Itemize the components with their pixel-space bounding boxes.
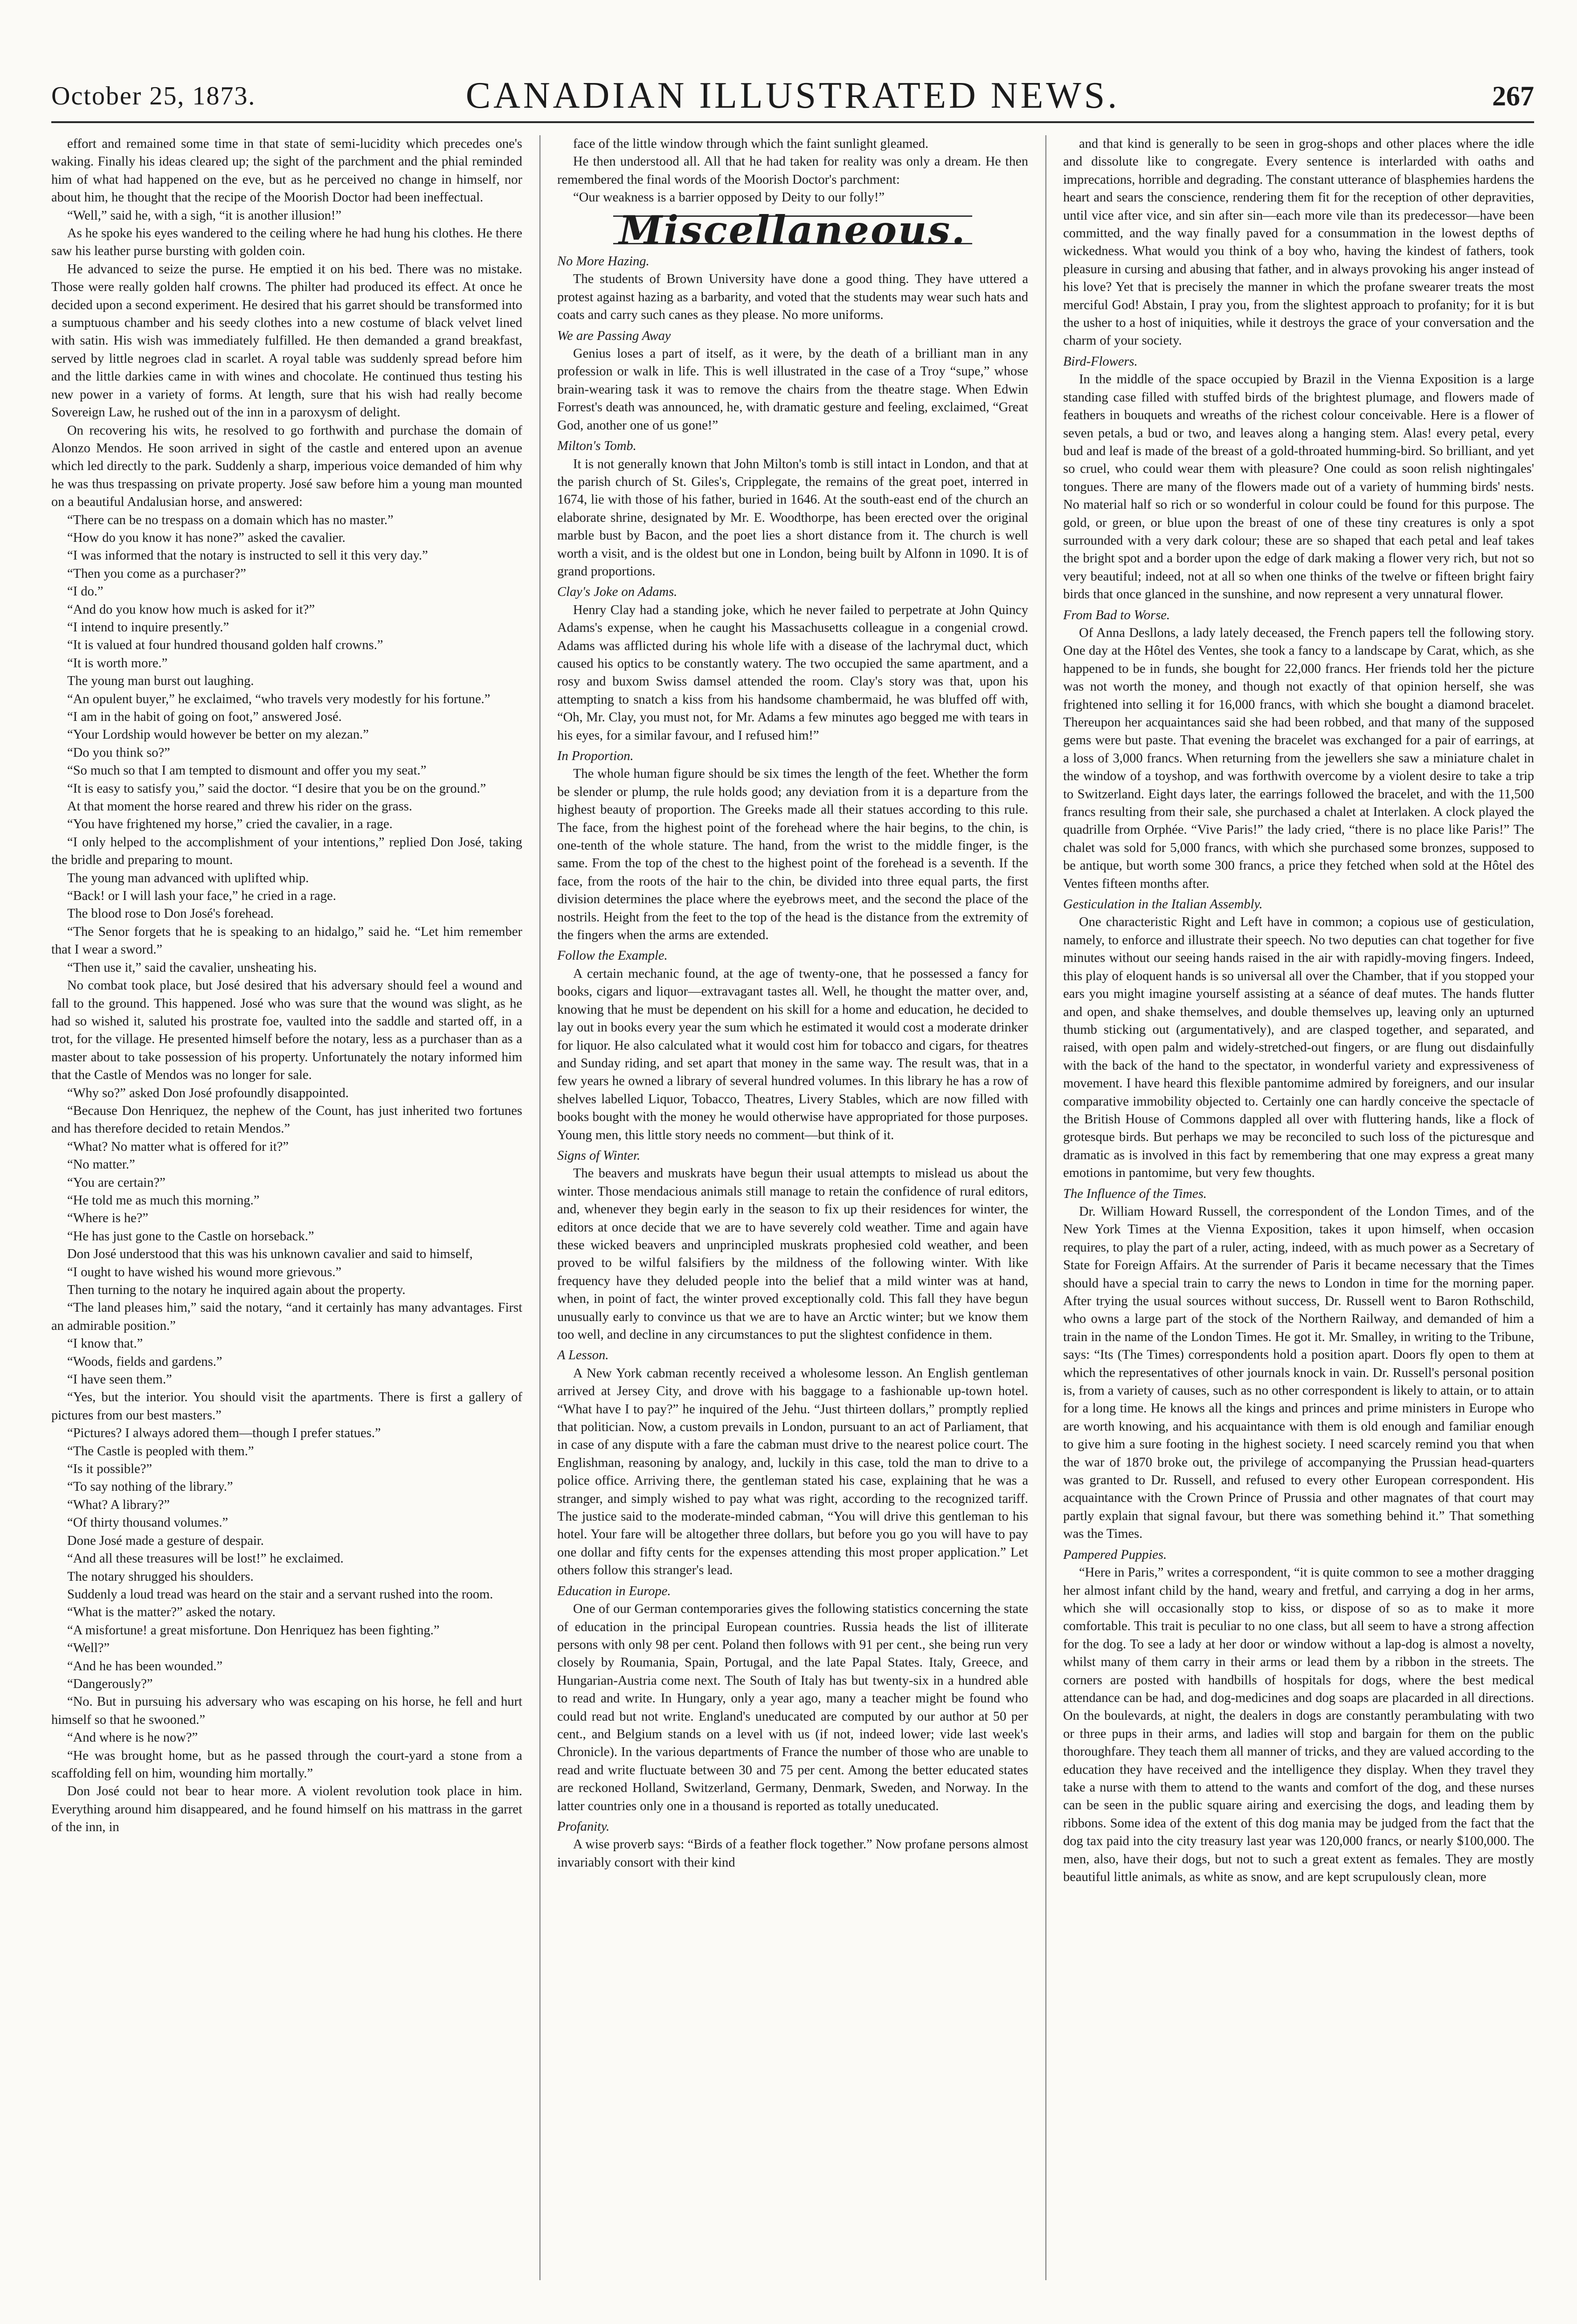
article-paragraph: Done José made a gesture of despair.: [67, 1533, 264, 1548]
article-paragraph: “There can be no trespass on a domain which has no master.”: [67, 512, 394, 527]
article-paragraph: “The land pleases him,” said the notary, “and it certainly has many advantages. First an admirable position.”: [51, 1300, 522, 1333]
article-paragraph: “What? No matter what is offered for it?”: [67, 1139, 289, 1154]
article-paragraph: The young man burst out laughing.: [67, 674, 254, 689]
issue-date: October 25, 1873.: [51, 82, 256, 111]
article-paragraph: Suddenly a loud tread was heard on the stair and a servant rushed into the room.: [67, 1587, 493, 1602]
article-paragraph: “I intend to inquire presently.”: [67, 620, 229, 635]
article-paragraph: face of the little window through which the faint sunlight gleamed.: [573, 137, 929, 151]
article-heading: The Influence of the Times.: [1063, 1186, 1207, 1201]
article-paragraph: “It is valued at four hundred thousand golden half crowns.”: [67, 638, 383, 653]
masthead: [51, 70, 1534, 123]
columns: [51, 135, 1534, 2280]
article-paragraph: “An opulent buyer,” he exclaimed, “who travels very modestly for his fortune.”: [67, 692, 491, 706]
article-paragraph: “And all these treasures will be lost!” he exclaimed.: [67, 1551, 344, 1566]
article-paragraph: “Pictures? I always adored them—though I prefer statues.”: [67, 1426, 381, 1441]
article-paragraph: “A misfortune! a great misfortune. Don Henriquez has been fighting.”: [67, 1623, 440, 1638]
article-paragraph: “I do.”: [67, 584, 104, 599]
page-number: 267: [1492, 81, 1534, 111]
article-heading: Bird-Flowers.: [1063, 354, 1138, 369]
article-heading: We are Passing Away: [557, 328, 671, 343]
article-heading: Milton's Tomb.: [557, 439, 636, 454]
article-paragraph: “What is the matter?” asked the notary.: [67, 1605, 276, 1620]
article-paragraph: “Where is he?”: [67, 1211, 149, 1226]
article-paragraph: “You are certain?”: [67, 1175, 166, 1190]
article-paragraph: “How do you know it has none?” asked the cavalier.: [67, 530, 346, 545]
article-paragraph: The blood rose to Don José's forehead.: [67, 906, 274, 921]
article-paragraph: “Then you come as a purchaser?”: [67, 566, 246, 581]
article-paragraph: The beavers and muskrats have begun their usual attempts to mislead us about the winter. Those mendacious animals still manage to retain the confidence of rural editors, and, whenever they begin early in the season to fix up their residences for winter, the editors at once decide that we are to have severely cold weather. Time and again have these wicked beavers and unprincipled muskrats prophesied cold weather, and been proved to be wilful falsifiers by the mildness of the following winter. With like frequency have they deluded people into the belief that a mild winter was at hand, when, in point of fact, the winter proved exceptionally cold. This fall they have begun unusually early to convince us that we are to have an Arctic winter; but we know them too well, and decline in any circumstances to put the slightest confidence in them.: [557, 1166, 1028, 1342]
article-paragraph: “Do you think so?”: [67, 745, 170, 760]
article-paragraph: “Dangerously?”: [67, 1676, 153, 1691]
article-paragraph: “Why so?” asked Don José profoundly disappointed.: [67, 1086, 349, 1100]
article-paragraph: Henry Clay had a standing joke, which he never failed to perpetrate at John Quincy Adams's expense, when he caught his Massachusetts colleague in a congenial crowd. Adams was afflicted during his whole life with a disease of the lachrymal duct, which caused his optics to be constantly watery. The two occupied the same apartment, and a rosy and buxom Swiss damsel attended the room. Clay's story was that, upon his attempting to snatch a kiss from his handsome chambermaid, he was bluffed off with, “Oh, Mr. Clay, you must not, for Mr. Adams a few minutes ago begged me with tears in his eyes, for a similar favour, and I refused him!”: [557, 602, 1028, 743]
article-paragraph: As he spoke his eyes wandered to the ceiling where he had hung his clothes. He there saw his leather purse bursting with golden coin.: [51, 226, 522, 259]
article-paragraph: effort and remained some time in that state of semi-lucidity which precedes one's waking. Finally his ideas cleared up; the sight of the parchment and the phial reminded him of what had happened on the eve, but as he perceived no change in himself, nor about him, he thought that the recipe of the Moorish Doctor had been ineffectual.: [51, 137, 522, 205]
article-paragraph: Dr. William Howard Russell, the correspondent of the London Times, and of the New York Times at the Vienna Exposition, takes it upon himself, when occasion requires, to play the part of a ruler, acting, indeed, with as much power as a Secretary of State for Foreign Affairs. At the surrender of Paris it became necessary that the Times should have a special train to carry the news to London in time for the morning paper. After trying the usual sources without success, Dr. Russell went to Baron Rothschild, who owns a large part of the stock of the Northern Railway, and demanded of him a train in the name of the London Times. He got it. Mr. Smalley, in writing to the Tribune, says: “Its (The Times) correspondents hold a position apart. Doors fly open to them at which the representatives of other journals knock in vain. Dr. Russell's personal position is, from a variety of causes, such as no other correspondent is likely to attain, or to attain for a long time. He knows all the kings and princes and prime ministers in Europe who are worth knowing, and his acquaintance with them is old enough and familiar enough to give him a sure footing in the highest society. I need scarcely remind you that when the war of 1870 broke out, the privilege of accompanying the Prussian head-quarters was granted to Dr. Russell, and refused to every other European correspondent. His acquaintance with the Crown Prince of Prussia and other magnates of that court may partly explain that signal favour, but there was something behind it.” That something was the Times.: [1063, 1204, 1534, 1542]
article-paragraph: “It is easy to satisfy you,” said the doctor. “I desire that you be on the ground.”: [67, 781, 486, 796]
article-paragraph: “The Senor forgets that he is speaking to an hidalgo,” said he. “Let him remember that I wear a sword.”: [51, 924, 522, 957]
article-paragraph: “You have frightened my horse,” cried the cavalier, in a rage.: [67, 817, 393, 832]
article-paragraph: “I ought to have wished his wound more grievous.”: [67, 1265, 342, 1280]
article-paragraph: “And he has been wounded.”: [67, 1659, 223, 1674]
article-paragraph: Then turning to the notary he inquired again about the property.: [67, 1283, 406, 1297]
article-paragraph: “No matter.”: [67, 1157, 135, 1172]
article-heading: In Proportion.: [557, 749, 634, 763]
article-paragraph: It is not generally known that John Milton's tomb is still intact in London, and that at the parish church of St. Giles's, Cripplegate, the remains of the great poet, interred in 1674, lie with those of his father, buried in 1646. At the south-east end of the church an elaborate shrine, designated by Mr. E. Woodthorpe, has been erected over the original marble bust by Bacon, and the poet lies a short distance from it. The church is well worth a visit, and is the oldest but one in London, being built by Alfonn in 1090. It is of grand proportions.: [557, 456, 1028, 579]
article-paragraph: “I know that.”: [67, 1336, 143, 1351]
article-heading: Clay's Joke on Adams.: [557, 585, 678, 600]
article-paragraph: “Because Don Henriquez, the nephew of the Count, has just inherited two fortunes and has therefore decided to retain Mendos.”: [51, 1103, 522, 1136]
article-paragraph: Don José understood that this was his unknown cavalier and said to himself,: [67, 1247, 473, 1262]
article-heading: No More Hazing.: [557, 254, 650, 269]
article-paragraph: “What? A library?”: [67, 1497, 170, 1512]
article-paragraph: “Is it possible?”: [67, 1462, 152, 1477]
newspaper-page: [51, 70, 1534, 2289]
article-paragraph: A wise proverb says: “Birds of a feather flock together.” Now profane persons almost invariably consort with their kind: [557, 1837, 1028, 1870]
article-paragraph: “It is worth more.”: [67, 656, 168, 671]
article-paragraph: In the middle of the space occupied by Brazil in the Vienna Exposition is a large standing case filled with stuffed birds of the brightest plumage, and flowers made of feathers in bouquets and wreaths of the richest colour conceivable. Here is a flower of seven petals, a bud or two, and leaves along a hanging stem. Alas! every petal, every bud and leaf is made of the breast of a gold-throated humming-bird. So brilliant, and yet so cruel, who could wear them with pleasure? One could as soon relish nightingales' tongues. There are many of the flowers made out of a variety of humming birds' nests. No material half so rich or so wonderful in colour could be found for this purpose. The gold, or green, or blue upon the breast of one of these tiny creatures is only a spot surrounded with a very dark colour; these are so shaped that each petal and leaf takes the bright spot and a border upon the edge of dark making a flower very rich, but not so very beautiful; indeed, not at all so when one thinks of the twelve or fifteen bright fairy birds that once glanced in the sunshine, and now represent a very unnatural flower.: [1063, 372, 1534, 602]
article-heading: Pampered Puppies.: [1063, 1547, 1167, 1562]
article-paragraph: On recovering his wits, he resolved to go forthwith and purchase the domain of Alonzo Mendos. He soon arrived in sight of the castle and entered upon an avenue which led directly to the park. Suddenly a sharp, imperious voice demanded of him why he was thus trespassing on private property. José saw before him a young man mounted on a beautiful Andalusian horse, and answered:: [51, 423, 522, 510]
article-paragraph: A New York cabman recently received a wholesome lesson. An English gentleman arrived at Jersey City, and drove with his baggage to a fashionable up-town hotel. “What have I to pay?” he inquired of the Jehu. “Just thirteen dollars,” promptly replied that politician. Now, a custom prevails in London, pursuant to an act of Parliament, that in case of any dispute with a fare the cabman must drive to the nearest police court. The Englishman, reasoning by analogy, and, luckily in this case, told the man to drive to a police office. Arriving there, the gentleman stated his case, explaining that he was a stranger, and simply wished to pay what was right, according to the recognized tariff. The justice said to the moderate-minded cabman, “You will drive this gentleman to his hotel. Your fare will be altogether three dollars, but before you go you will have to pay one dollar and fifty cents for the expenses attending this most proper application.” Let others follow this stranger's lead.: [557, 1366, 1028, 1578]
article-paragraph: No combat took place, but José desired that his adversary should feel a wound and fall to the ground. This happened. José who was sure that the wound was slight, as he had so wished it, saluted his prostrate foe, vaulted into the saddle and started off, in a trot, for the village. He presented himself before the notary, less as a purchaser than as a master about to take possession of his property. Unfortunately the notary informed him that the Castle of Mendos was no longer for sale.: [51, 978, 522, 1083]
article-paragraph: “I have seen them.”: [67, 1372, 172, 1387]
article-heading: Follow the Example.: [557, 948, 668, 963]
article-paragraph: “He told me as much this morning.”: [67, 1193, 260, 1208]
article-paragraph: At that moment the horse reared and threw his rider on the grass.: [67, 799, 412, 814]
article-heading: Gesticulation in the Italian Assembly.: [1063, 897, 1263, 912]
article-paragraph: “He was brought home, but as he passed through the court-yard a stone from a scaffolding fell on him, wounding him mortally.”: [51, 1748, 522, 1781]
article-paragraph: The young man advanced with uplifted whip.: [67, 871, 309, 885]
article-paragraph: “I am in the habit of going on foot,” answered José.: [67, 710, 342, 724]
article-paragraph: “Yes, but the interior. You should visit the apartments. There is first a gallery of pictures from our best masters.”: [51, 1390, 522, 1423]
article-paragraph: “To say nothing of the library.”: [67, 1480, 233, 1494]
column-2: [557, 135, 1028, 2280]
article-paragraph: “So much so that I am tempted to dismount and offer you my seat.”: [67, 763, 427, 778]
article-paragraph: A certain mechanic found, at the age of twenty-one, that he possessed a fancy for books, cigars and liquor—extravagant tastes all. Well, he thought the matter over, and, knowing that he must be dependent on his skill for a home and education, he decided to lay out in books every year the sum which he estimated it would cost a moderate drinker for liquor. He also calculated what it would cost him for tobacco and cigars, for theatres and Sunday riding, and set apart that money in the same way. The result was, that in a few years he owned a library of several hundred volumes. In this library he has a row of shelves labelled Liquor, Tobacco, Theatres, Livery Stables, which are now filled with books bought with the money he would otherwise have appropriated for those purposes. Young men, this little story needs no comment—but think of it.: [557, 966, 1028, 1142]
article-paragraph: “I only helped to the accomplishment of your intentions,” replied Don José, taking the bridle and preparing to mount.: [51, 835, 522, 868]
article-paragraph: “Well,” said he, with a sigh, “it is another illusion!”: [67, 208, 342, 223]
article-paragraph: “And do you know how much is asked for it?”: [67, 602, 315, 617]
article-paragraph: “Back! or I will lash your face,” he cried in a rage.: [67, 889, 336, 904]
article-paragraph: Of Anna Desllons, a lady lately deceased, the French papers tell the following story. One day at the Hôtel des Ventes, she took a fancy to a landscape by Carat, which, as she happened to be in funds, she bought for 22,000 francs. Her friends told her the picture was not worth the money, and though not exactly of that opinion herself, she was frightened into selling it for 16,000 francs, with which she bought a diamond bracelet. Thereupon her acquaintances said she had been robbed, and that many of the supposed gems were but paste. That evening the bracelet was exchanged for a pair of earrings, at a loss of 3,000 francs. When returning from the jewellers she saw a miniature chalet in the window of a toyshop, and was forthwith overcome by a violent desire to take a trip to Switzerland. Eight days later, the earrings followed the bracelet, and with the 11,500 francs resulting from their sale, she purchased a chalet at Interlaken. A clock played the quadrille from Orphée. “Vive Paris!” the lady cried, “there is no place like Paris!” The chalet was sold for 5,000 francs, with which she purchased some bronzes, supposed to be antique, but worth some 300 francs, a price they fetched when sold at the Hôtel des Ventes fifteen months after.: [1063, 625, 1534, 891]
article-paragraph: “I was informed that the notary is instructed to sell it this very day.”: [67, 548, 428, 563]
article-paragraph: and that kind is generally to be seen in grog-shops and other places where the idle and dissolute like to congregate. Every sentence is interlarded with oaths and imprecations, horrible and degrading. The constant utterance of blasphemies hardens the heart and sears the conscience, rendering them fit for the reception of other depravities, until vice after vice, and sin after sin—each more vile than its predecessor—have been committed, and the way finally paved for a consummation in the lowest depths of wickedness. What would you think of a boy who, having the kindest of fathers, took pleasure in cursing and abusing that father, and in always provoking his anger instead of his love? Yet that is precisely the manner in which the profane swearer treats the most merciful God! Abstain, I pray you, from the slightest approach to profanity; for it is but the usher to a host of iniquities, while it destroys the grace of your conversation and the charm of your society.: [1063, 137, 1534, 348]
article-heading: A Lesson.: [557, 1348, 609, 1363]
article-paragraph: “Well?”: [67, 1641, 110, 1656]
article-paragraph: “Our weakness is a barrier opposed by Deity to our folly!”: [573, 190, 885, 205]
column-rule: [1045, 135, 1046, 2280]
article-paragraph: The students of Brown University have done a good thing. They have uttered a protest against hazing as a barbarity, and voted that the students may wear such hats and coats and carry such canes as they please. No more uniforms.: [557, 272, 1028, 323]
column-3: [1063, 135, 1534, 2280]
article-paragraph: Genius loses a part of itself, as it were, by the death of a brilliant man in any profession or walk in life. This is well illustrated in the case of a Troy “supe,” whose brain-wearing task it was to remove the chairs from the theatre stage. When Edwin Forrest's death was announced, he, with dramatic gesture and feeling, exclaimed, “Great God, another one of us gone!”: [557, 346, 1028, 433]
article-paragraph: The notary shrugged his shoulders.: [67, 1569, 254, 1584]
article-paragraph: One characteristic Right and Left have in common; a copious use of gesticulation, namely, to enforce and illustrate their speech. No two deputies can chat together for five minutes without our seeing hands raised in the air with rapidly-moving fingers. Indeed, this play of eloquent hands is so universal all over the Chamber, that if you stopped your ears you might imagine yourself assisting at a séance of deaf mutes. The hands flutter and open, and shake themselves, and double themselves up, leaving only an upturned thumb sticking out (argumentatively), and are clasped together, and separated, and raised, with open palm and widely-stretched-out fingers, or are flung out disdainfully with the back of the hand to the spectator, in wonderful variety and expressiveness of movement. I have heard this flexible pantomime admired by foreigners, and our insular comparative immobility objected to. Certainly one can hardly conceive the spectacle of the British House of Commons dappled all over with fluttering hands, like a flock of grotesque birds. But perhaps we may be reconciled to such loss of the picturesque and dramatic as is involved in this fact by remembering that one may express a great many emotions in pantomime, but very few thoughts.: [1063, 915, 1534, 1181]
article-paragraph: He advanced to seize the purse. He emptied it on his bed. There was no mistake. Those were really golden half crowns. The philter had produced its effect. At once he decided upon a second experiment. He desired that his garret should be transformed into a sumptuous chamber and his seedy clothes into a new costume of black velvet lined with satin. His wish was immediately fulfilled. He then demanded a grand breakfast, served by little negroes clad in scarlet. A royal table was suddenly spread before him and the little darkies came in with wines and chocolate. He continued thus testing his new power in a variety of forms. At length, sure that his wish had really become Sovereign Law, he rushed out of the inn in a paroxysm of delight.: [51, 262, 522, 420]
article-paragraph: “He has just gone to the Castle on horseback.”: [67, 1229, 314, 1244]
article-heading: Signs of Winter.: [557, 1148, 641, 1163]
article-paragraph: “Woods, fields and gardens.”: [67, 1354, 222, 1369]
article-heading: Profanity.: [557, 1819, 610, 1834]
article-paragraph: “Here in Paris,” writes a correspondent, “it is quite common to see a mother dragging her almost infant child by the hand, weary and fretful, and carrying a dog in her arms, which she will occasionally stop to kiss, or dispose of so as to make it more comfortable. This trait is peculiar to no one class, but all seem to have a strong affection for the dog. To see a lady at her door or window without a lap-dog is almost a novelty, whilst many of them carry in their arms or lead them by a ribbon in the streets. The corners are posted with handbills of hospitals for dogs, where the best medical attendance can be had, and dog-medicines and dog soaps are placarded in all directions. On the boulevards, at night, the dealers in dogs are constantly perambulating with two or three pups in their arms, and ladies will stop and bargain for them on the public thoroughfare. They teach them all manner of tricks, and they are valued according to the education they have received and the intelligence they display. When they travel they take a nurse with them to attend to the wants and comfort of the dog, and these nurses can be seen in the public square airing and exercising the dogs, and leading them by ribbons. Some idea of the extent of this dog mania may be judged from the fact that the dog tax paid into the city treasury last year was 120,000 francs, or nearly $100,000. The men, also, have their dogs, but not to such a great extent as females. They are mostly beautiful little animals, as white as snow, and are kept scrupulously clean, more: [1063, 1565, 1534, 1884]
article-paragraph: Don José could not bear to hear more. A violent revolution took place in him. Everything around him disappeared, and he found himself on his mattrass in the garret of the inn, in: [51, 1784, 522, 1835]
article-paragraph: The whole human figure should be six times the length of the feet. Whether the form be slender or plump, the rule holds good; any deviation from it is a departure from the highest beauty of proportion. The Greeks made all their statues according to this rule. The face, from the highest point of the forehead where the hair begins, to the chin, is one-tenth of the whole stature. The hand, from the wrist to the middle finger, is the same. From the top of the chest to the highest point of the forehead is a seventh. If the face, from the roots of the hair to the chin, be divided into three equal parts, the first division determines the place where the eyebrows meet, and the second the place of the nostrils. Height from the feet to the top of the head is the distance from the extremity of the fingers when the arms are extended.: [557, 767, 1028, 943]
column-1: [51, 135, 522, 2280]
article-paragraph: “The Castle is peopled with them.”: [67, 1444, 254, 1459]
article-paragraph: “Then use it,” said the cavalier, unsheating his.: [67, 960, 317, 975]
section-title-miscellaneous: Miscellaneous.: [613, 215, 972, 244]
article-paragraph: “Of thirty thousand volumes.”: [67, 1515, 228, 1530]
article-paragraph: He then understood all. All that he had taken for reality was only a dream. He then remembered the final words of the Moorish Doctor's parchment:: [557, 154, 1028, 187]
article-paragraph: One of our German contemporaries gives the following statistics concerning the state of education in the principal European countries. Russia heads the list of illiterate persons with only 98 per cent. Poland then follows with 91 per cent., she being run very closely by Roumania, Spain, Portugal, and the late Papal States. Italy, Greece, and Hungarian-Austria come next. The South of Italy has but twenty-six in a hundred able to read and write. In Hungary, only a year ago, many a teacher might be found who could read but not write. England's uneducated are computed by our author at 50 per cent., and Belgium stands on a level with us (if not, indeed lower; vide last week's Chronicle). In the various departments of France the number of those who are unable to read and write fluctuate between 30 and 75 per cent. Among the better educated states are reckoned Holland, Switzerland, Germany, Denmark, Sweden, and Norway. In the latter countries only one in a thousand is reported as totally uneducated.: [557, 1602, 1028, 1813]
newspaper-title: CANADIAN ILLUSTRATED NEWS.: [465, 75, 1120, 116]
article-paragraph: “And where is he now?”: [67, 1730, 198, 1745]
article-paragraph: “Your Lordship would however be better on my alezan.”: [67, 727, 369, 742]
article-paragraph: “No. But in pursuing his adversary who was escaping on his horse, he fell and hurt himself so that he swooned.”: [51, 1695, 522, 1727]
article-heading: From Bad to Worse.: [1063, 608, 1170, 622]
article-heading: Education in Europe.: [557, 1584, 671, 1598]
